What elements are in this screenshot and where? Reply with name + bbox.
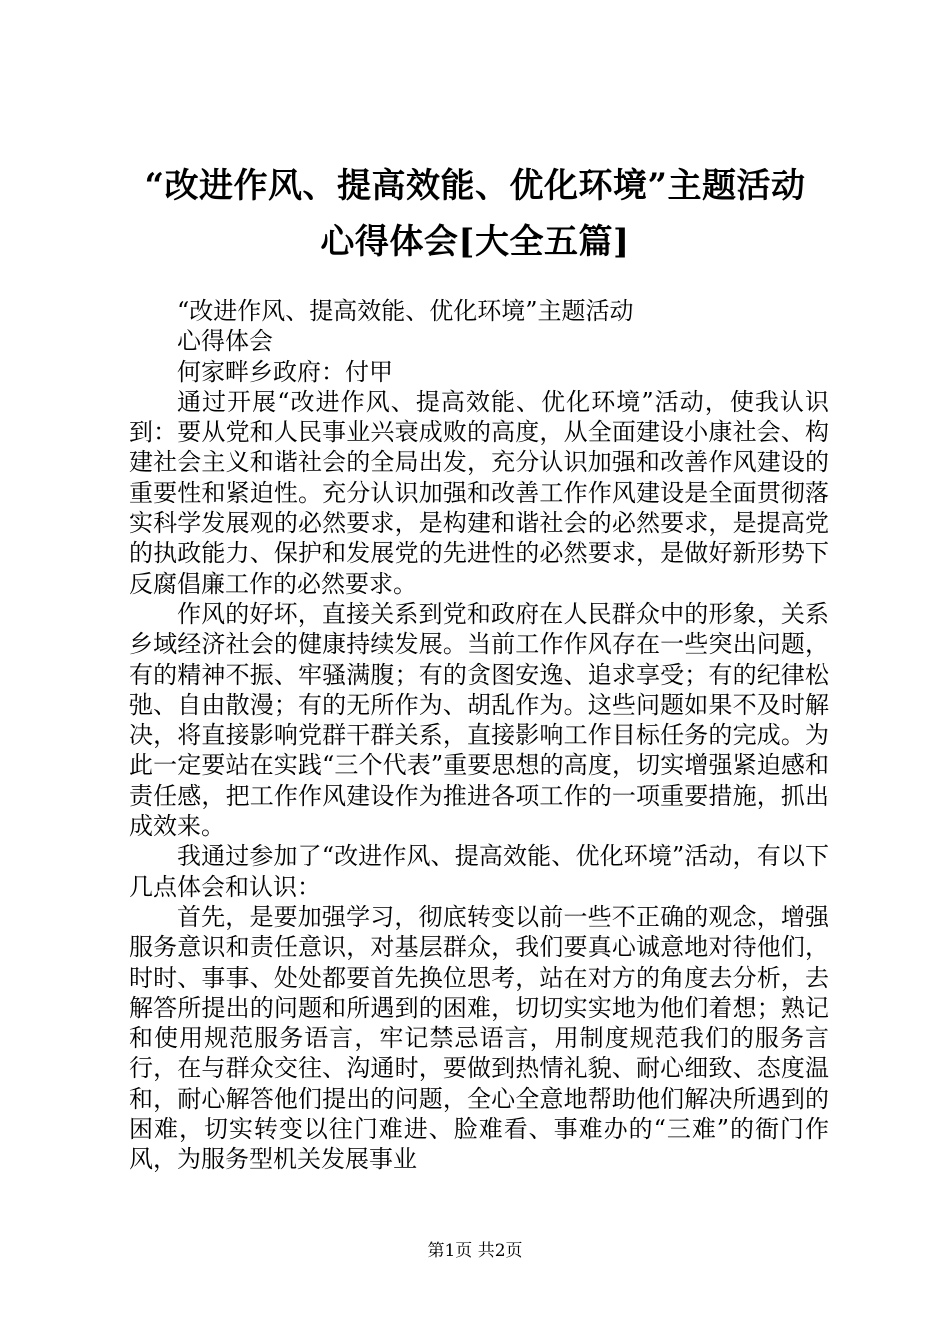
document-title-line-2: 心得体会[大全五篇] bbox=[320, 222, 630, 262]
subtitle-line-2: 心得体会 bbox=[177, 327, 273, 356]
page-number-footer: 第1页 共2页 bbox=[427, 1241, 523, 1261]
body-paragraph: 通过开展“改进作风、提高效能、优化环境”活动，使我认识到：要从党和人民事业兴衰成败的高度，从全面建设小康社会、构建社会主义和谐社会的全局出发，充分认识加强和改善作风建设的重要性和紧迫性。充分认识加强和改善工作作风建设是全面贯彻落实科学发展观的必然要求，是构建和谐社会的必然要求，是提高党的执政能力、保护和发展党的先进性的必然要求，是做好新形势下反腐倡廉工作的必然要求。 bbox=[129, 387, 829, 598]
author-line: 何家畔乡政府：付甲 bbox=[177, 357, 393, 386]
body-paragraph: 首先，是要加强学习，彻底转变以前一些不正确的观念，增强服务意识和责任意识，对基层群众，我们要真心诚意地对待他们，时时、事事、处处都要首先换位思考，站在对方的角度去分析，去解答所提出的问题和所遇到的困难，切切实实地为他们着想；熟记和使用规范服务语言，牢记禁忌语言，用制度规范我们的服务言行，在与群众交往、沟通时，要做到热情礼貌、耐心细致、态度温和，耐心解答他们提出的问题，全心全意地帮助他们解决所遇到的困难，切实转变以往门难进、脸难看、事难办的“三难”的衙门作风，为服务型机关发展事业 bbox=[129, 902, 829, 1174]
body-paragraph: 作风的好坏，直接关系到党和政府在人民群众中的形象，关系乡域经济社会的健康持续发展。当前工作作风存在一些突出问题，有的精神不振、牢骚满腹；有的贪图安逸、追求享受；有的纪律松弛、自由散漫；有的无所作为、胡乱作为。这些问题如果不及时解决，将直接影响党群干群关系，直接影响工作目标任务的完成。为此一定要站在实践“三个代表”重要思想的高度，切实增强紧迫感和责任感，把工作作风建设作为推进各项工作的一项重要措施，抓出成效来。 bbox=[129, 599, 829, 841]
body-paragraph: 我通过参加了“改进作风、提高效能、优化环境”活动，有以下几点体会和认识： bbox=[129, 842, 829, 901]
subtitle-line-1: “改进作风、提高效能、优化环境”主题活动 bbox=[177, 297, 634, 325]
document-title-line-1: “改进作风、提高效能、优化环境”主题活动 bbox=[144, 166, 806, 206]
document-body bbox=[129, 296, 829, 1175]
